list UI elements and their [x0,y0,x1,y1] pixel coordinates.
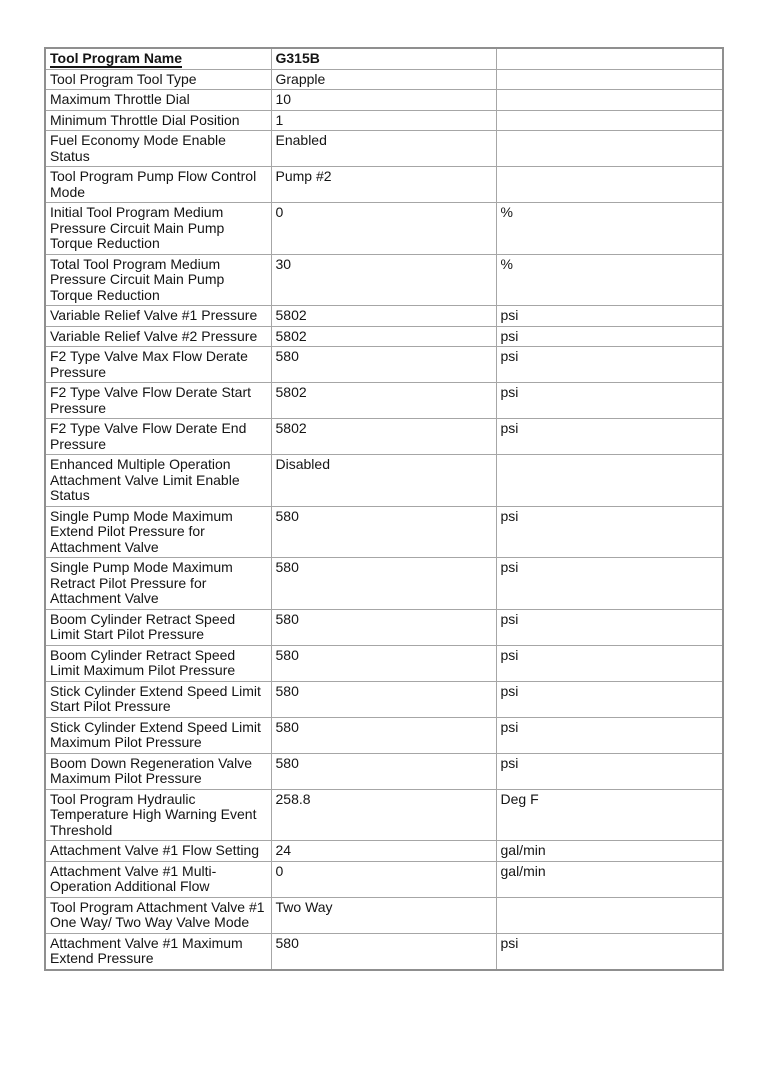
table-row [45,789,723,841]
parameter-value: 0 [271,861,496,897]
parameter-unit: % [496,203,723,255]
table-row [45,326,723,347]
table-row [45,897,723,933]
parameter-value: Grapple [271,69,496,90]
parameter-unit: psi [496,326,723,347]
parameter-value: 5802 [271,306,496,327]
parameter-name: Tool Program Attachment Valve #1 One Way/ Two Way Valve Mode [45,897,271,933]
parameter-value: 258.8 [271,789,496,841]
table-row [45,645,723,681]
parameter-value: 1 [271,110,496,131]
parameter-unit: gal/min [496,861,723,897]
tool-program-parameter-table [44,47,724,971]
parameter-unit [496,455,723,507]
parameter-value: 580 [271,753,496,789]
parameter-name: F2 Type Valve Flow Derate Start Pressure [45,383,271,419]
table-row [45,48,723,69]
parameter-value: 580 [271,347,496,383]
parameter-name: Fuel Economy Mode Enable Status [45,131,271,167]
parameter-name: Stick Cylinder Extend Speed Limit Maximum Pilot Pressure [45,717,271,753]
parameter-value: 24 [271,841,496,862]
parameter-name: Minimum Throttle Dial Position [45,110,271,131]
parameter-name: Enhanced Multiple Operation Attachment Valve Limit Enable Status [45,455,271,507]
table-row [45,306,723,327]
table-row [45,131,723,167]
parameter-unit: psi [496,383,723,419]
parameter-name: Variable Relief Valve #1 Pressure [45,306,271,327]
parameter-value: 5802 [271,383,496,419]
parameter-value: 580 [271,933,496,970]
parameter-value: Disabled [271,455,496,507]
table-row [45,90,723,111]
parameter-unit: Deg F [496,789,723,841]
table-row [45,558,723,610]
parameter-value: 580 [271,558,496,610]
table-row [45,861,723,897]
parameter-name: Attachment Valve #1 Flow Setting [45,841,271,862]
parameter-unit [496,897,723,933]
parameter-unit: psi [496,347,723,383]
parameter-value: Two Way [271,897,496,933]
parameter-unit: psi [496,306,723,327]
table-row [45,609,723,645]
parameter-value: 10 [271,90,496,111]
parameter-name: Maximum Throttle Dial [45,90,271,111]
table-row [45,681,723,717]
parameter-unit: gal/min [496,841,723,862]
table-row [45,347,723,383]
parameter-unit [496,110,723,131]
table-row [45,419,723,455]
parameter-unit: psi [496,506,723,558]
parameter-name: Stick Cylinder Extend Speed Limit Start Pilot Pressure [45,681,271,717]
parameter-table-body [45,48,723,970]
parameter-value: 580 [271,717,496,753]
parameter-unit: psi [496,419,723,455]
parameter-value: G315B [271,48,496,69]
parameter-unit [496,90,723,111]
parameter-unit: psi [496,681,723,717]
table-row [45,69,723,90]
parameter-name: Single Pump Mode Maximum Retract Pilot Pressure for Attachment Valve [45,558,271,610]
table-row [45,254,723,306]
table-row [45,383,723,419]
parameter-name: Attachment Valve #1 Maximum Extend Pressure [45,933,271,970]
parameter-unit: psi [496,558,723,610]
parameter-value: 580 [271,609,496,645]
parameter-name: Attachment Valve #1 Multi-Operation Additional Flow [45,861,271,897]
parameter-unit: psi [496,645,723,681]
table-row [45,841,723,862]
parameter-value: 5802 [271,326,496,347]
parameter-value: 5802 [271,419,496,455]
parameter-name: Tool Program Tool Type [45,69,271,90]
parameter-unit: psi [496,933,723,970]
parameter-unit: % [496,254,723,306]
parameter-unit [496,167,723,203]
parameter-name: Boom Down Regeneration Valve Maximum Pilot Pressure [45,753,271,789]
parameter-name: F2 Type Valve Max Flow Derate Pressure [45,347,271,383]
table-row [45,167,723,203]
parameter-name: Tool Program Pump Flow Control Mode [45,167,271,203]
parameter-value: Enabled [271,131,496,167]
parameter-name: Initial Tool Program Medium Pressure Circuit Main Pump Torque Reduction [45,203,271,255]
parameter-value: 0 [271,203,496,255]
parameter-name: Total Tool Program Medium Pressure Circuit Main Pump Torque Reduction [45,254,271,306]
parameter-name: Single Pump Mode Maximum Extend Pilot Pressure for Attachment Valve [45,506,271,558]
parameter-value: Pump #2 [271,167,496,203]
parameter-name: Boom Cylinder Retract Speed Limit Maximum Pilot Pressure [45,645,271,681]
table-row [45,203,723,255]
parameter-name: Tool Program Hydraulic Temperature High Warning Event Threshold [45,789,271,841]
parameter-name: Boom Cylinder Retract Speed Limit Start Pilot Pressure [45,609,271,645]
table-row [45,506,723,558]
parameter-name: Tool Program Name [45,48,271,69]
parameter-unit: psi [496,717,723,753]
parameter-value: 580 [271,681,496,717]
table-row [45,110,723,131]
parameter-unit: psi [496,753,723,789]
parameter-value: 30 [271,254,496,306]
parameter-unit [496,69,723,90]
table-row [45,753,723,789]
parameter-name: F2 Type Valve Flow Derate End Pressure [45,419,271,455]
table-row [45,717,723,753]
table-row [45,455,723,507]
table-row [45,933,723,970]
parameter-unit [496,48,723,69]
parameter-unit: psi [496,609,723,645]
parameter-name: Variable Relief Valve #2 Pressure [45,326,271,347]
parameter-unit [496,131,723,167]
parameter-value: 580 [271,506,496,558]
parameter-value: 580 [271,645,496,681]
